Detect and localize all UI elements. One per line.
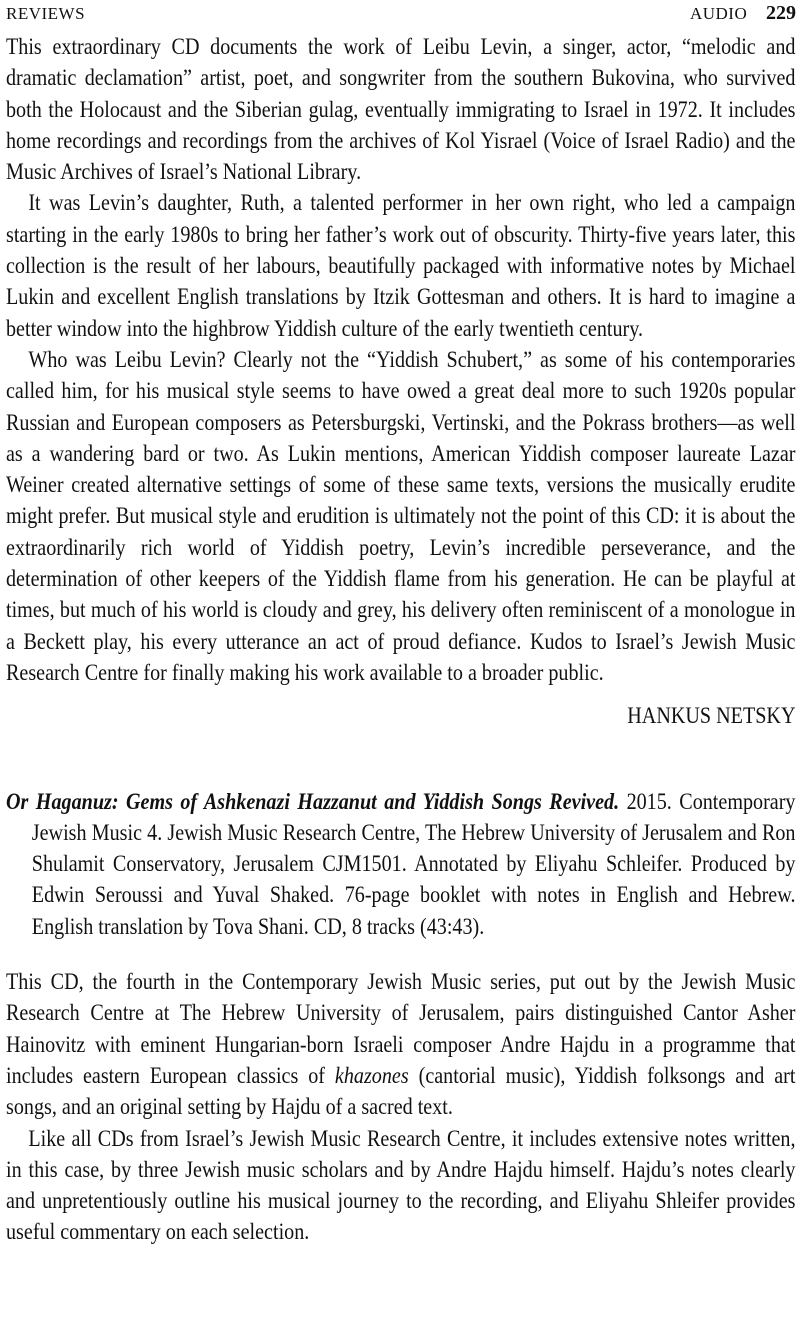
album-details: 2015. Contemporary Jewish Music 4. Jewish Music Research Centre, The Hebrew University of Jerusalem and Ron Shulamit Conservatory, Jerusalem CJM1501. Annotated by Eliyahu Schleifer. Produced by Edwin Seroussi and Yuval Shaked. 76-page booklet with notes in English and Hebrew. English translation by Tova Shani. CD, 8 tracks (43:43). (31, 788, 796, 940)
review2-citation (6, 787, 795, 943)
review1-paragraph-3: Who was Leibu Levin? Clearly not the “Yiddish Schubert,” as some of his contemporaries called him, for his musical style seems to have owed a great deal more to such 1920s popular Russian and European composers as Petersburgski, Vertinski, and the Pokrass brothers—as well as a wandering bard or two. As Lukin mentions, American Yiddish composer laureate Lazar Weiner created alternative settings of some of these same texts, versions the musically erudite might prefer. But musical style and erudition is ultimately not the point of this CD: it is about the extraordinarily rich world of Yiddish poetry, Levin’s incredible perseverance, and the determination of other keepers of the Yiddish flame from his generation. He can be playful at times, but much of his world is cloudy and grey, his delivery often reminiscent of a monologue in a Beckett play, his every utterance an act of proud defiance. Kudos to Israel’s Jewish Music Research Centre for finally making his work available to a broader public. (6, 346, 796, 686)
page-number: 229 (766, 2, 796, 24)
review1-paragraph-2: It was Levin’s daughter, Ruth, a talented performer in her own right, who led a campaign starting in the early 1980s to bring her father’s work out of obscurity. Thirty-five years later, this collection is the result of her labours, beautifully packaged with informative notes by Michael Lukin and excellent English translations by Itzik Gottesman and others. It is hard to imagine a better window into the highbrow Yiddish culture of the early twentieth century. (6, 190, 796, 342)
album-title: Or Haganuz: Gems of Ashkenazi Hazzanut and Yiddish Songs Revived. (6, 788, 620, 815)
review2-paragraph-1 (6, 967, 795, 1123)
article-body (6, 32, 795, 1249)
running-head (6, 2, 796, 26)
italic-term: khazones (334, 1062, 409, 1089)
reviewer-name: HANKUS NETSKY (627, 703, 796, 730)
review2-paragraph-2: Like all CDs from Israel’s Jewish Music Research Centre, it includes extensive notes written, in this case, by three Jewish music scholars and by Andre Hajdu himself. Hajdu’s notes clearly and unpretentiously outline his musical journey to the recording, and Eliyahu Shleifer provides useful commentary on each selection. (6, 1125, 796, 1246)
paragraph-text: This CD, the fourth in the Contemporary Jewish Music series, put out by the Jewish Music Research Centre at The Hebrew University of Jerusalem, pairs distinguished Cantor Asher Hainovitz with eminent Hungarian-born Israeli composer Andre Hajdu in a programme that includes eastern European classics of (6, 969, 796, 1089)
subsection-label: AUDIO (689, 4, 748, 23)
paragraph-text: (cantorial music), Yiddish folksongs and art songs, and an original setting by Hajdu of a sacred text. (6, 1062, 796, 1121)
review1-paragraph-1: This extraordinary CD documents the work of Leibu Levin, a singer, actor, “melodic and dramatic declamation” artist, poet, and songwriter from the southern Bukovina, who survived both the Holocaust and the Siberian gulag, eventually immigrating to Israel in 1972. It includes home recordings and recordings from the archives of Kol Yisrael (Voice of Israel Radio) and the Music Archives of Israel’s National Library. (6, 34, 796, 186)
section-label: REVIEWS (6, 4, 86, 23)
page-header-right (690, 2, 796, 25)
